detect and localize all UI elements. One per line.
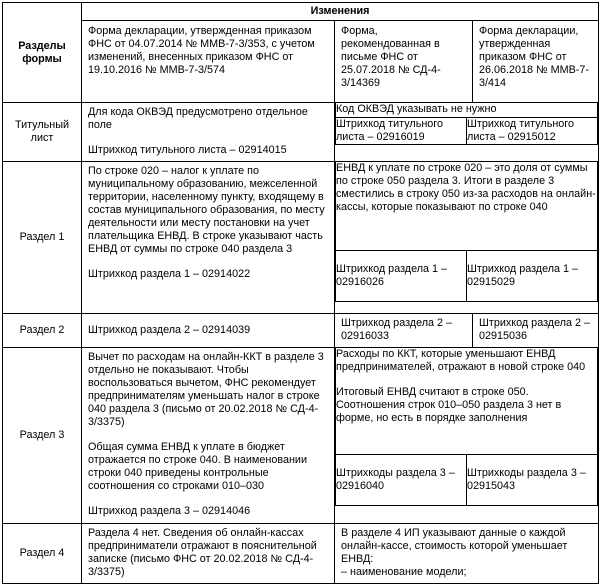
s3-old: Вычет по расходам на онлайн-ККТ в разделе 3 отдельно не показывают. Чтобы воспользоваться вычетом, ФНС рекомендует предпринимателям уменьшать налог в строке 040 раздела 3 (письмо от 20.02.2018 № СД-4-3/3375) Общая сумма ЕНВД к уплате в бюджет отражается по строке 040. В наименовании строки 040 приведены контрольные соотношения со строками 010–030 Штрихкод раздела 3 – 02914046 — [82, 348, 335, 524]
s1-new-order: Штрихкод раздела 1 – 02915029 — [467, 251, 598, 302]
s4-old: Раздела 4 нет. Сведения об онлайн-кассах предприниматели отражают в пояснительной записке (письмо ФНС от 20.02.2018 № СД-4-3/3375) — [82, 524, 335, 584]
section-4: Раздел 4 — [3, 524, 82, 584]
title-new-letter: Штрихкод титульного листа – 02916019 — [336, 118, 467, 145]
header-row-top — [3, 3, 599, 21]
changes-table — [2, 2, 599, 584]
s3-new-common: Расходы по ККТ, которые уменьшают ЕНВД предпринимателей, отражают в новой строке 040 Итоговый ЕНВД считают в строке 050. Соотношения строк 010–050 раздела 3 нет в форме, но есть в порядке заполнения — [336, 348, 598, 455]
title-new — [335, 103, 599, 162]
header-form-2014: Форма декларации, утвержденная приказом ФНС от 04.07.2014 № ММВ-7-3/353, с учетом изменений, внесенных приказом ФНС от 19.10.2016 № ММВ-7-3/574 — [82, 21, 335, 103]
section-2: Раздел 2 — [3, 314, 82, 348]
header-form-letter: Форма, рекомендованная в письме ФНС от 25.07.2018 № СД-4-3/14369 — [335, 21, 473, 103]
section-3: Раздел 3 — [3, 348, 82, 524]
row-section-1 — [3, 162, 599, 314]
row-section-2 — [3, 314, 599, 348]
section-title-page: Титульный лист — [3, 103, 82, 162]
row-section-4 — [3, 524, 599, 584]
s3-new-inner — [335, 348, 598, 506]
s2-new-order: Штрихкод раздела 2 – 02915036 — [473, 314, 599, 348]
s3-new — [335, 348, 599, 524]
row-section-3 — [3, 348, 599, 524]
section-1: Раздел 1 — [3, 162, 82, 314]
s4-new: В разделе 4 ИП указывают данные о каждой онлайн-кассе, стоимость которой уменьшает ЕНВД: – наименование модели; — [335, 524, 599, 584]
row-title-page — [3, 103, 599, 162]
s1-new — [335, 162, 599, 314]
s3-new-order: Штрихкоды раздела 3 – 02915043 — [467, 455, 598, 506]
s1-new-inner — [335, 162, 598, 302]
header-changes: Изменения — [82, 3, 599, 21]
title-new-order: Штрихкод титульного листа – 02915012 — [467, 118, 598, 145]
s2-new-letter: Штрихкод раздела 2 – 02916033 — [335, 314, 473, 348]
title-old: Для кода ОКВЭД предусмотрено отдельное поле Штрихкод титульного листа – 02914015 — [82, 103, 335, 162]
s1-new-letter: Штрихкод раздела 1 – 02916026 — [336, 251, 467, 302]
s1-new-common: ЕНВД к уплате по строке 020 – это доля от суммы по строке 050 раздела 3. Итоги в разделе 3 сместились в строку 050 из-за расходов на онлайн-кассы, которые показывают по строке 040 — [336, 162, 598, 251]
s2-old: Штрихкод раздела 2 – 02914039 — [82, 314, 335, 348]
s3-new-letter: Штрихкоды раздела 3 – 02916040 — [336, 455, 467, 506]
header-form-2018: Форма декларации, утвержденная приказом ФНС от 26.06.2018 № ММВ-7-3/414 — [473, 21, 599, 103]
s1-old: По строке 020 – налог к уплате по муниципальному образованию, межселенной территории, населенному пункту, входящему в состав муниципального образования, по месту деятельности или месту постановки на учет плательщика ЕНВД. В строке указывают часть ЕНВД от суммы по строке 040 раздела 3 Штрихкод раздела 1 – 02914022 — [82, 162, 335, 314]
title-new-inner — [335, 103, 598, 145]
title-new-common: Код ОКВЭД указывать не нужно — [336, 103, 598, 118]
header-row-forms — [3, 21, 599, 103]
header-sections: Разделы формы — [3, 3, 82, 103]
